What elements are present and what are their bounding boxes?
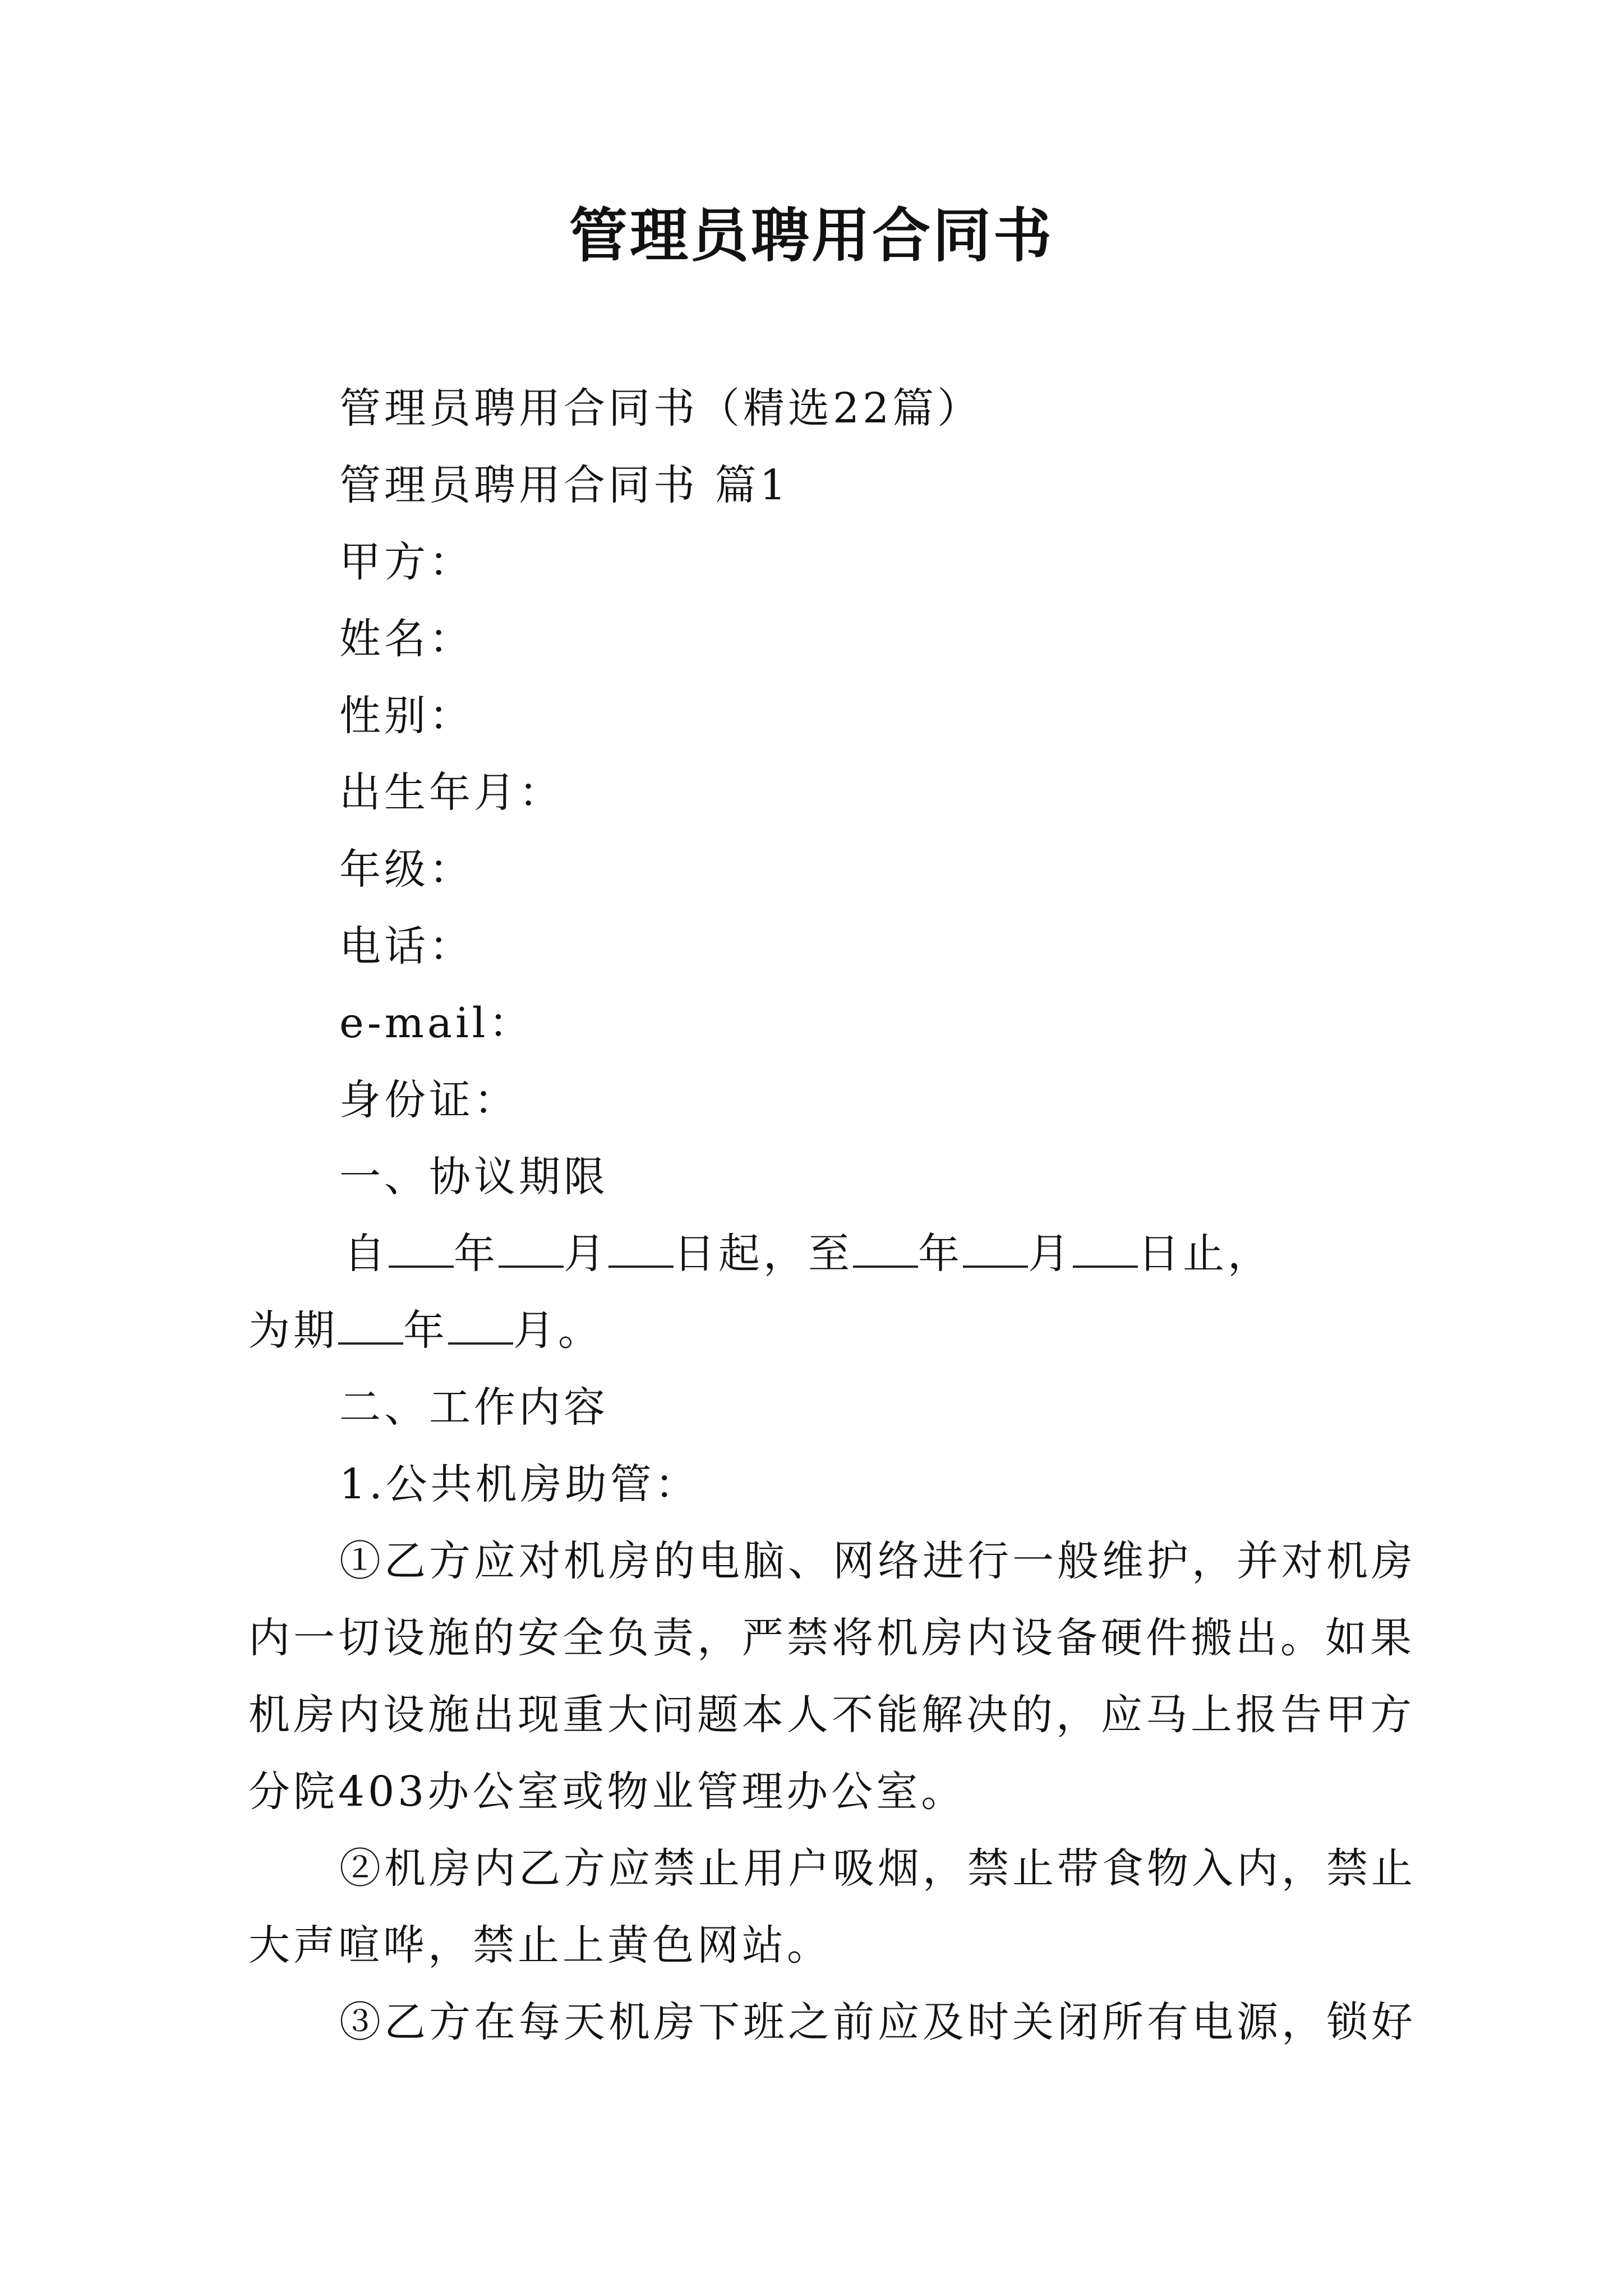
term-line-1 — [248, 1216, 1389, 1292]
section-2-heading: 二、工作内容 — [339, 1383, 608, 1432]
fill-blank — [1073, 1231, 1138, 1268]
id-card-field: 身份证： — [339, 1076, 519, 1124]
birth-date-field: 出生年月： — [339, 769, 564, 817]
term-line-2 — [248, 1292, 1389, 1369]
party-a-field: 甲方： — [339, 538, 474, 586]
term-text: 为期 — [248, 1306, 338, 1355]
section-1-heading: 一、协议期限 — [339, 1153, 608, 1201]
term-text: 日起，至 — [674, 1230, 853, 1278]
term-text: 年 — [403, 1306, 448, 1355]
fill-blank — [608, 1231, 674, 1268]
paragraph-line: 内一切设施的安全负责，严禁将机房内设备硬件搬出。如果 — [248, 1614, 1415, 1662]
name-field: 姓名： — [339, 615, 474, 663]
item-1-heading: 1.公共机房助管： — [339, 1460, 700, 1508]
subtitle-line: 管理员聘用合同书（精选22篇） — [339, 384, 983, 432]
fill-blank — [389, 1231, 454, 1268]
term-text: 自 — [344, 1230, 389, 1278]
fill-blank — [338, 1308, 403, 1345]
paragraph-line: ①乙方应对机房的电脑、网络进行一般维护，并对机房 — [339, 1537, 1416, 1585]
term-text: 月 — [564, 1230, 608, 1278]
document-title: 管理员聘用合同书 — [569, 201, 1054, 270]
term-text: 月 — [1028, 1230, 1073, 1278]
term-text: 年 — [454, 1230, 499, 1278]
fill-blank — [499, 1231, 564, 1268]
email-field: e-mail： — [339, 999, 534, 1047]
fill-blank — [448, 1308, 513, 1345]
paragraph-line: 分院403办公室或物业管理办公室。 — [248, 1768, 966, 1816]
gender-field: 性别： — [339, 692, 474, 740]
paragraph-line: ②机房内乙方应禁止用户吸烟，禁止带食物入内，禁止 — [339, 1844, 1416, 1893]
paragraph-line: 机房内设施出现重大问题本人不能解决的，应马上报告甲方 — [248, 1691, 1415, 1739]
fill-blank — [963, 1231, 1028, 1268]
article-heading: 管理员聘用合同书 篇1 — [339, 461, 790, 509]
term-text: 月。 — [513, 1306, 603, 1355]
grade-field: 年级： — [339, 845, 474, 894]
term-text: 日止， — [1138, 1230, 1272, 1278]
paragraph-line: 大声喧哗，禁止上黄色网站。 — [248, 1921, 832, 1970]
document-body — [248, 370, 1416, 2061]
fill-blank — [853, 1231, 918, 1268]
paragraph-line: ③乙方在每天机房下班之前应及时关闭所有电源，锁好 — [339, 1998, 1416, 2046]
term-text: 年 — [918, 1230, 963, 1278]
phone-field: 电话： — [339, 922, 474, 970]
